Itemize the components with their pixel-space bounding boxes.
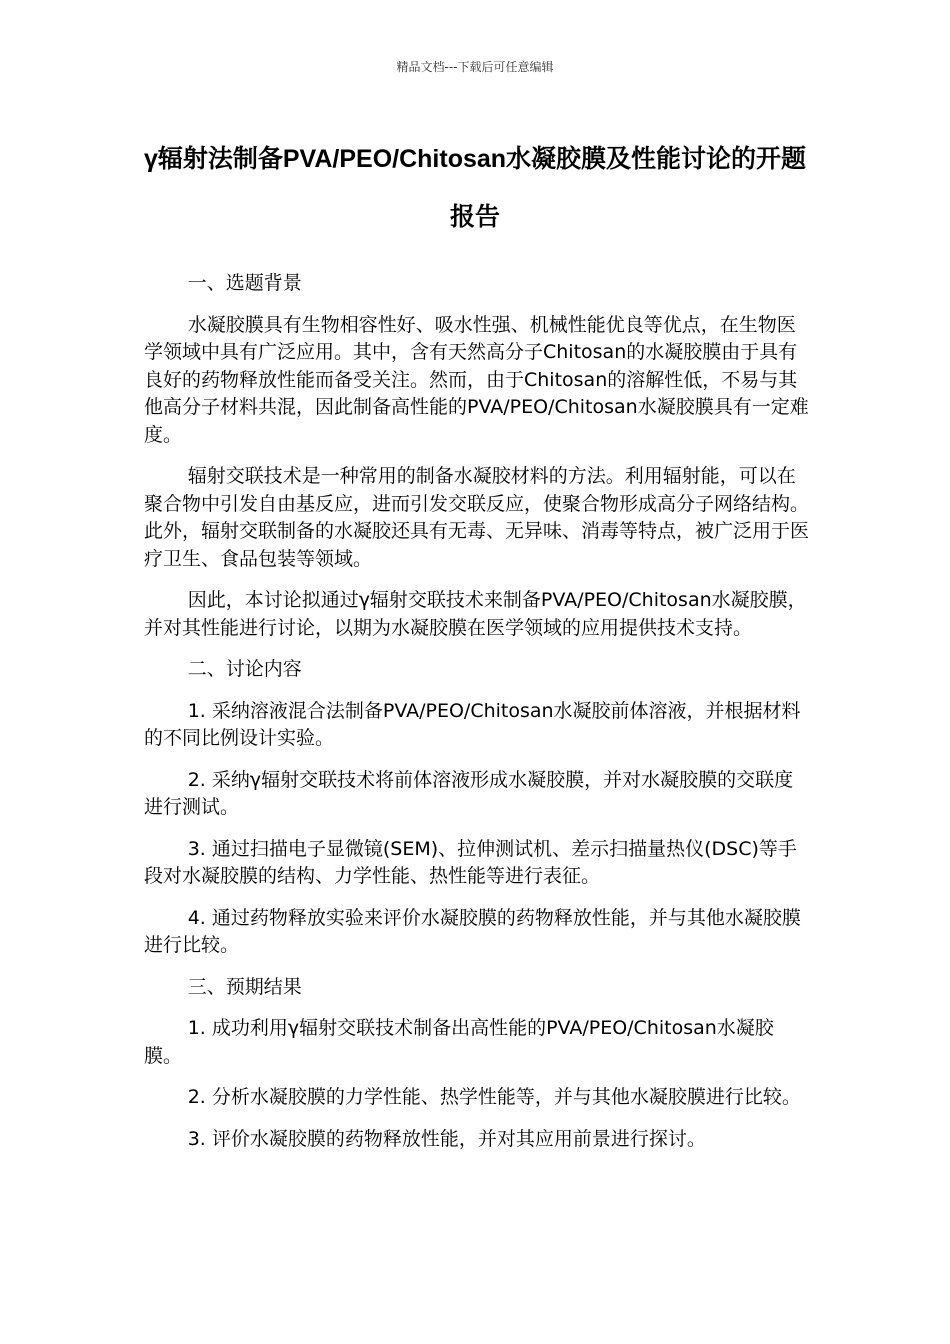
document-title: γ辐射法制备PVA/PEO/Chitosan水凝胶膜及性能讨论的开题报告 xyxy=(143,145,807,231)
content-item-4: 4. 通过药物释放实验来评价水凝胶膜的药物释放性能，并与其他水凝胶膜进行比较。 xyxy=(144,906,801,956)
section-heading-expected-results: 三、预期结果 xyxy=(187,975,302,998)
paragraph-hydrogel-intro: 水凝胶膜具有生物相容性好、吸水性强、机械性能优良等优点，在生物医学领域中具有广泛应用。其中，含有天然高分子Chitosan的水凝胶膜由于具有良好的药物释放性能而备受关注。然而，由于Chitosan的溶解性低，不易与其他高分子材料共混，因此制备高性能的PVA/PEO/Chitosan水凝胶膜具有一定难度。 xyxy=(144,313,809,446)
result-item-2: 2. 分析水凝胶膜的力学性能、热学性能等，并与其他水凝胶膜进行比较。 xyxy=(187,1086,801,1108)
result-item-1: 1. 成功利用γ辐射交联技术制备出高性能的PVA/PEO/Chitosan水凝胶膜。 xyxy=(144,1017,774,1067)
content-item-3: 3. 通过扫描电子显微镜(SEM)、拉伸测试机、差示扫描量热仪(DSC)等手段对水凝胶膜的结构、力学性能、热性能等进行表征。 xyxy=(144,837,797,887)
section-heading-background: 一、选题背景 xyxy=(187,272,302,294)
section-heading-content: 二、讨论内容 xyxy=(187,658,302,680)
result-item-3: 3. 评价水凝胶膜的药物释放性能，并对其应用前景进行探讨。 xyxy=(187,1127,706,1150)
page-header-note: 精品文档---下载后可任意编辑 xyxy=(396,60,554,74)
content-item-2: 2. 采纳γ辐射交联技术将前体溶液形成水凝胶膜，并对水凝胶膜的交联度进行测试。 xyxy=(144,768,794,818)
paragraph-research-aim: 因此，本讨论拟通过γ辐射交联技术来制备PVA/PEO/Chitosan水凝胶膜，并对其性能进行讨论，以期为水凝胶膜在医学领域的应用提供技术支持。 xyxy=(144,589,807,639)
document-body xyxy=(144,270,810,1167)
content-item-1: 1. 采纳溶液混合法制备PVA/PEO/Chitosan水凝胶前体溶液，并根据材料的不同比例设计实验。 xyxy=(144,699,801,749)
paragraph-radiation-crosslinking: 辐射交联技术是一种常用的制备水凝胶材料的方法。利用辐射能，可以在聚合物中引发自由基反应，进而引发交联反应，使聚合物形成高分子网络结构。此外，辐射交联制备的水凝胶还具有无毒、无异味、消毒等特点，被广泛用于医疗卫生、食品包装等领域。 xyxy=(144,465,810,570)
